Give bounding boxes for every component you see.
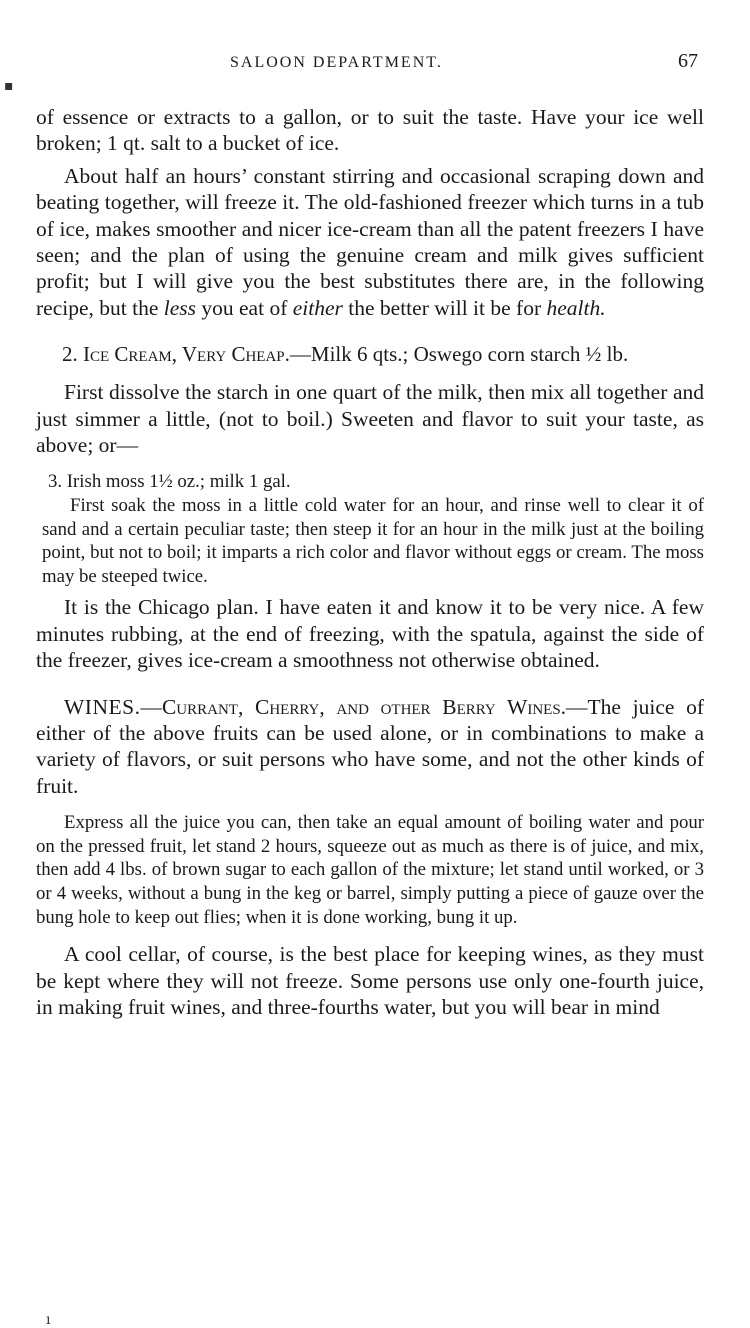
recipe-2-heading [48, 341, 704, 367]
wines-intro-text: —The juice of either of the above fruits can be used alone, or in combinations to make a variety of flavors, or suit persons who have some, and not the other kinds of fruit. [36, 694, 705, 798]
wines-title: WINES. [64, 694, 141, 719]
page-number: 67 [678, 50, 698, 72]
paragraph-continuation: of essence or extracts to a gallon, or to suit the taste. Have your ice well broken; 1 qt. salt to a bucket of ice. [36, 105, 704, 156]
recipe-2-ingredients: —Milk 6 qts.; Oswego corn starch ½ lb. [289, 342, 629, 367]
recipe-3-heading: 3. Irish moss 1½ oz.; milk 1 gal. [48, 471, 291, 493]
paragraph-stirring-text-2: you eat of [196, 295, 293, 320]
recipe-2-number: 2. [62, 342, 83, 367]
wines-section [36, 694, 704, 800]
page-body [36, 104, 704, 1020]
paragraph-stirring [36, 163, 704, 321]
paragraph-chicago-plan: It is the Chicago plan. I have eaten it and know it to be very nice. A few minutes rubbing, at the end of freezing, with the spatula, against the side of the freezer, gives ice-cream a smoothness not otherwise obtained. [36, 595, 704, 673]
paragraph-express-juice: Express all the juice you can, then take an equal amount of boiling water and pour on the pressed fruit, let stand 2 hours, squeeze out as much as there is of juice, and mix, then add 4 lbs. of brown sugar to each gallon of the mixture; let stand until worked, or 3 or 4 weeks, without a bung in the keg or barrel, simply putting a piece of gauze over the bung hole to keep out flies; when it is done working, bung it up. [36, 812, 704, 928]
margin-mark: ▪ [4, 78, 14, 94]
emphasis-either: either [292, 295, 343, 320]
recipe-2-title: Ice Cream, Very Cheap. [83, 342, 290, 367]
paragraph-cool-cellar: A cool cellar, of course, is the best place for keeping wines, as they must be kept where they will not freeze. Some persons use only one-fourth juice, in making fruit wines, and three-fourths water, but you will bear in mind [36, 942, 704, 1020]
paragraph-stirring-text-3: the better will it be for [342, 295, 547, 320]
paragraph-irish-moss: First soak the moss in a little cold water for an hour, and rinse well to clear it of sand and a certain peculiar taste; then steep it for an hour in the milk just at the boiling point, but not to boil; it imparts a rich color and flavor without eggs or cream. The moss may be steeped twice. [42, 495, 704, 587]
paragraph-starch: First dissolve the starch in one quart of the milk, then mix all together and just simmer a little, (not to boil.) Sweeten and flavor to suit your taste, as above; or— [36, 380, 704, 458]
emphasis-less: less [163, 295, 197, 320]
wines-subtitle: —Currant, Cherry, and other Berry Wines. [140, 694, 567, 719]
running-title: SALOON DEPARTMENT. [230, 54, 443, 71]
paragraph-stirring-text: About half an hours’ constant stirring and occasional scraping down and beating together, will freeze it. The old-fashioned freezer which turns in a tub of ice, makes smoother and nicer ice-cream than all the patent freezers I have seen; and the plan of using the genuine cream and milk gives sufficient profit; but I will give you the best substitutes there are, in the following recipe, but the [36, 163, 704, 320]
emphasis-health: health. [546, 295, 606, 320]
margin-mark-bottom: ı [46, 1312, 51, 1328]
